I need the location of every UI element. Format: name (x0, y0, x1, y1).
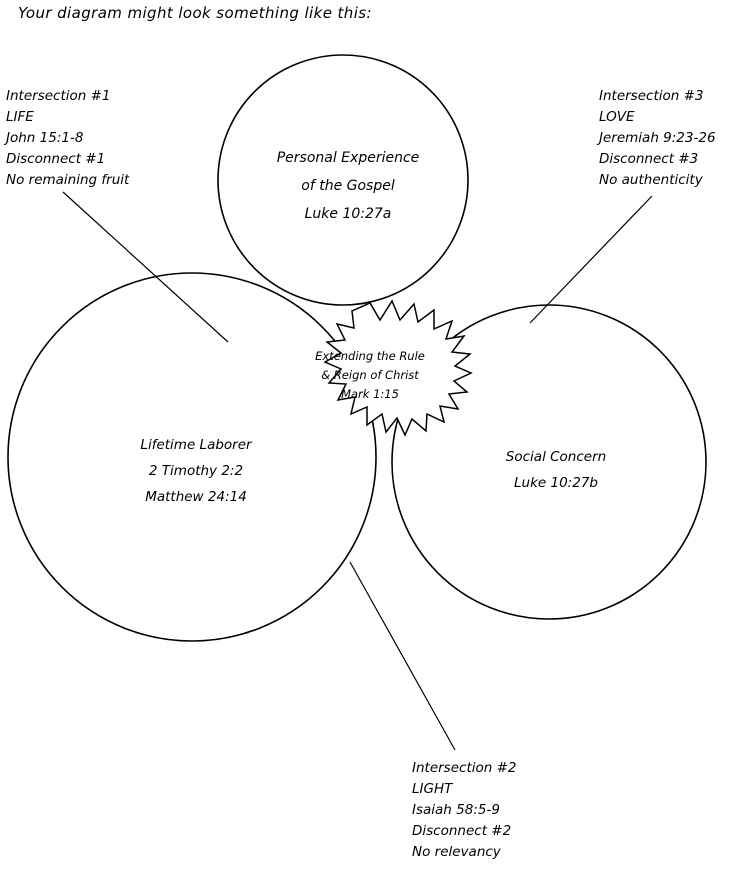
leader-line-intersection3 (530, 196, 652, 323)
label-personal-experience: Personal Experience of the Gospel Luke 10:27a (276, 150, 420, 222)
page-title: Your diagram might look something like this: (18, 4, 372, 22)
leader-line-intersection2 (350, 562, 455, 750)
leader-line-intersection1 (63, 192, 228, 342)
label-lifetime-laborer: Lifetime Laborer 2 Timothy 2:2 Matthew 24:14 (140, 437, 252, 505)
label-social-concern: Social Concern Luke 10:27b (505, 449, 607, 491)
annotation-intersection-1: Intersection #1 LIFE John 15:1-8 Disconnect #1 No remaining fruit (6, 88, 130, 188)
annotation-intersection-2: Intersection #2 LIGHT Isaiah 58:5-9 Disconnect #2 No relevancy (412, 760, 517, 860)
label-core-extending-rule: Extending the Rule & Reign of Christ Mark 1:15 (315, 349, 425, 401)
annotation-intersection-3: Intersection #3 LOVE Jeremiah 9:23-26 Disconnect #3 No authenticity (599, 88, 716, 188)
